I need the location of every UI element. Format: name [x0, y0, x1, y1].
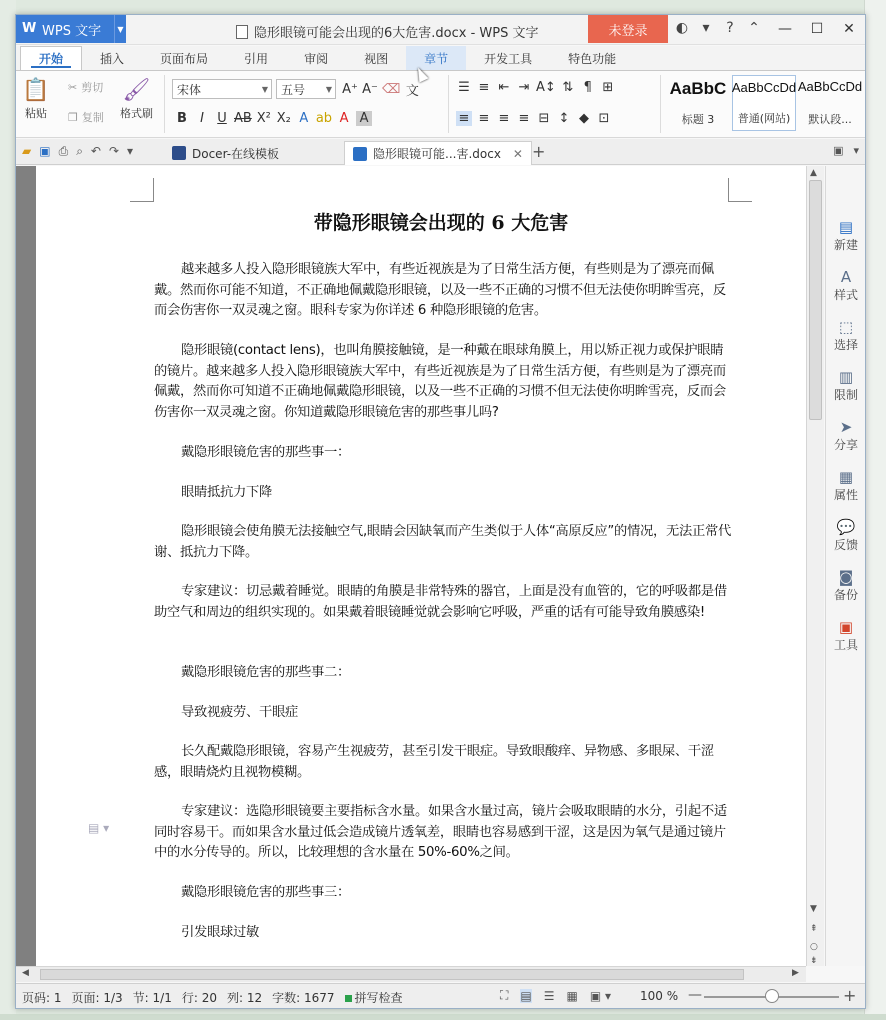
scroll-thumb[interactable]: [809, 180, 822, 420]
title-bar: [16, 15, 865, 45]
status-bar: [16, 983, 865, 1008]
select-browse-object-icon[interactable]: ○: [810, 942, 818, 952]
status-col[interactable]: 列: 12: [226, 991, 263, 1005]
app-menu-button[interactable]: [16, 15, 126, 43]
align-tools: [456, 111, 612, 126]
document-tab-bar: [16, 139, 865, 165]
status-section[interactable]: 节: 1/1: [132, 991, 172, 1005]
desktop-background-right: [864, 0, 886, 1020]
full-screen-view-icon[interactable]: ⛶: [500, 988, 509, 1002]
paragraph[interactable]: 戴隐形眼镜危害的那些事三：: [181, 885, 350, 900]
copy-button[interactable]: [68, 109, 104, 125]
shirt-icon[interactable]: ▾: [702, 20, 710, 36]
sidepanel-label: 选择: [833, 338, 858, 352]
page-corner-mark: [130, 178, 154, 202]
side-task-panel: [825, 166, 865, 966]
web-view-icon[interactable]: ▦: [566, 988, 578, 1003]
scroll-left-icon[interactable]: ◀: [22, 968, 29, 978]
app-name: WPS 文字: [42, 23, 102, 39]
properties-icon: ▦: [838, 468, 854, 486]
style-label: 默认段...: [808, 113, 852, 126]
copy-icon: ❐: [68, 110, 78, 124]
align-right-icon[interactable]: ≡: [498, 111, 510, 126]
desktop-background-bottom: [0, 1014, 886, 1020]
sidepanel-backup[interactable]: [826, 568, 866, 603]
tab-insert[interactable]: 插入: [100, 51, 125, 66]
tab-menu-icon[interactable]: ▾: [853, 144, 859, 157]
ribbon-divider: [660, 75, 661, 133]
document-icon: [353, 147, 367, 161]
style-heading3[interactable]: [666, 75, 730, 131]
bullet-list-icon[interactable]: ☰: [458, 80, 470, 95]
style-label: 普通(网站): [737, 112, 791, 125]
sidepanel-label: 工具: [833, 638, 858, 652]
superscript-icon[interactable]: X²: [256, 111, 271, 126]
undo-icon[interactable]: ↶: [90, 144, 101, 158]
format-painter-label: 格式刷: [120, 107, 153, 120]
status-page-code[interactable]: 页码: 1: [22, 991, 62, 1005]
collapse-ribbon-icon[interactable]: ⌃: [748, 20, 760, 36]
paragraph[interactable]: 戴隐形眼镜危害的那些事二：: [181, 665, 350, 680]
redo-icon[interactable]: ↷: [108, 144, 120, 158]
new-document-icon: ▤: [838, 218, 854, 236]
numbered-list-icon[interactable]: ≡: [478, 80, 490, 95]
sidepanel-label: 属性: [833, 488, 858, 502]
sidepanel-new[interactable]: [826, 218, 866, 253]
help-icon[interactable]: ?: [726, 20, 734, 36]
spell-check-toggle[interactable]: [345, 989, 403, 1006]
tab-view[interactable]: 视图: [364, 51, 389, 66]
format-painter-button[interactable]: [120, 75, 153, 121]
prev-page-icon[interactable]: ⇞: [810, 924, 818, 934]
paragraph-options-icon[interactable]: ▤ ▾: [88, 821, 110, 835]
increase-indent-icon[interactable]: ⇥: [518, 80, 530, 95]
status-info: [22, 989, 403, 1006]
sidepanel-restrict[interactable]: [826, 368, 866, 403]
wps-logo-icon: W: [22, 21, 37, 36]
chinese-layout-icon[interactable]: A↕: [536, 80, 556, 95]
chevron-down-icon: ▼: [325, 84, 332, 94]
share-icon: ➤: [839, 418, 853, 436]
pinyin-icon[interactable]: 文: [405, 84, 419, 99]
show-marks-icon[interactable]: ¶: [583, 80, 592, 95]
highlight-icon[interactable]: ab: [315, 111, 333, 126]
scroll-right-icon[interactable]: ▶: [792, 968, 799, 978]
distribute-icon[interactable]: ⊟: [538, 111, 550, 126]
grow-font-icon[interactable]: A⁺: [342, 82, 358, 97]
styles-icon: A: [840, 268, 852, 286]
ribbon: [16, 70, 865, 138]
ribbon-divider: [164, 75, 165, 133]
align-center-icon[interactable]: ≡: [478, 111, 490, 126]
paragraph[interactable]: 眼睛抵抗力下降: [181, 485, 272, 500]
status-word-count[interactable]: 字数: 1677: [272, 991, 335, 1005]
titlebar-tools: [672, 20, 764, 36]
quick-access-toolbar: [22, 144, 133, 159]
sidepanel-styles[interactable]: [826, 268, 866, 303]
sidepanel-properties[interactable]: [826, 468, 866, 503]
customize-toolbar-icon[interactable]: ▾: [127, 144, 134, 158]
new-tab-icon[interactable]: +: [532, 142, 546, 161]
wps-window: [15, 14, 866, 1009]
scroll-down-icon[interactable]: ▼: [810, 904, 817, 914]
paragraph[interactable]: 专家建议：选隐形眼镜要主要指标含水量。如果含水量过高，镜片会吸取眼睛的水分，引起不适同时容易干。而如果含水量过低会造成镜片透氧差，眼睛也容易感到干涩，这是因为氧气是通过镜片中的水分传导的。所以，比较理想的含水量在 50%-60%之间。: [154, 804, 727, 860]
window-controls: [769, 15, 865, 43]
cut-label: 剪切: [81, 81, 104, 94]
italic-icon[interactable]: I: [200, 111, 204, 126]
zoom-in-icon[interactable]: +: [843, 986, 857, 1005]
ribbon-divider: [448, 75, 449, 133]
chevron-down-icon: ▼: [261, 84, 268, 94]
page-view-icon[interactable]: ▤: [520, 988, 532, 1003]
paragraph[interactable]: 专家建议：切忌戴着睡觉。眼睛的角膜是非常特殊的器官，上面是没有血管的，它的呼吸都是借助空气和周边的组织实现的。如果戴着眼镜睡觉就会影响它呼吸，严重的话有可能导致角膜感染!: [154, 584, 727, 620]
sidepanel-select[interactable]: [826, 318, 866, 353]
style-normal-web[interactable]: [732, 75, 796, 131]
subscript-icon[interactable]: X₂: [276, 111, 291, 126]
spell-check-label: 拼写检查: [354, 991, 403, 1005]
print-icon[interactable]: ⎙: [58, 144, 69, 158]
sort-icon[interactable]: ⇅: [562, 80, 574, 95]
font-size-value: 五号: [281, 82, 306, 97]
save-icon[interactable]: ▣: [39, 144, 51, 158]
style-default-paragraph[interactable]: [798, 75, 862, 131]
tab-bar-right-tools: [833, 144, 859, 157]
copy-label: 复制: [81, 111, 104, 124]
font-size-select[interactable]: [276, 79, 336, 99]
lock-document-icon: ▥: [838, 368, 854, 386]
font-name-value: 宋体: [177, 82, 202, 97]
open-icon[interactable]: ▰: [22, 144, 32, 158]
style-label: 标题 3: [681, 113, 715, 126]
brush-icon: 🖌: [122, 77, 151, 103]
sidepanel-label: 反馈: [833, 538, 858, 552]
view-mode-buttons: [500, 988, 611, 1003]
tab-review[interactable]: 审阅: [304, 51, 329, 66]
char-shading-icon[interactable]: A: [356, 111, 372, 126]
style-sample: AaBbCcDd: [731, 80, 797, 95]
decrease-indent-icon[interactable]: ⇤: [498, 80, 510, 95]
scissors-icon: ✂: [68, 80, 78, 94]
sidepanel-label: 分享: [833, 438, 858, 452]
tab-label: Docer-在线模板: [192, 146, 280, 161]
line-spacing-icon[interactable]: ↕: [558, 111, 570, 126]
window-title: [236, 22, 538, 41]
list-tools: [456, 80, 616, 95]
tab-docer-templates[interactable]: [164, 141, 373, 165]
strikethrough-icon[interactable]: AB: [234, 111, 252, 126]
outline-view-icon[interactable]: ☰: [543, 988, 555, 1003]
sidepanel-label: 样式: [833, 288, 858, 302]
tab-label: 隐形眼镜可能...害.docx: [373, 147, 501, 161]
login-button[interactable]: 未登录: [588, 15, 668, 43]
paragraph[interactable]: 隐形眼镜会使角膜无法接触空气,眼睛会因缺氧而产生类似于人体“高原反应”的情况，无法正常代谢、抵抗力下降。: [154, 524, 731, 560]
tab-home[interactable]: 开始: [20, 46, 82, 70]
sidepanel-label: 新建: [833, 238, 858, 252]
document-canvas[interactable]: [16, 166, 806, 966]
window-title-text: 隐形眼镜可能会出现的6大危害.docx - WPS 文字: [254, 26, 539, 41]
clipboard-icon: 📋: [22, 77, 50, 103]
shrink-font-icon[interactable]: A⁻: [362, 82, 378, 97]
spell-check-icon: [345, 995, 352, 1002]
paragraph[interactable]: 引发眼球过敏: [181, 925, 259, 940]
font-color-icon[interactable]: A: [339, 111, 349, 126]
tab-current-document[interactable]: [344, 141, 532, 165]
paste-button[interactable]: [22, 75, 50, 121]
paragraph[interactable]: 越来越多人投入隐形眼镜族大军中，有些近视族是为了日常生活方便，有些则是为了漂亮而佩戴。然而你可能不知道，不正确地佩戴隐形眼镜，以及一些不正确的习惯不但无法使你明眸雪亮，反而会伤害你一双灵魂之窗。眼科专家为你详述 6 种隐形眼镜的危害。: [154, 262, 726, 318]
paragraph[interactable]: 隐形眼镜(contact lens)，也叫角膜接触镜，是一种戴在眼球角膜上，用以矫正视力或保护眼睛的镜片。越来越多人投入隐形眼镜族大军中，有些近视族是为了日常生活方便，有些则是为了漂亮而佩戴，然而你可知道不正确地佩戴隐形眼镜，以及一些不正确的习惯不但无法使你明眸雪亮，反而会伤害你一双灵魂之窗。你知道戴隐形眼镜危害的那些事儿吗?: [154, 343, 726, 420]
tab-special-features[interactable]: 特色功能: [568, 51, 617, 66]
tab-references[interactable]: 引用: [244, 51, 269, 66]
font-name-select[interactable]: [172, 79, 272, 99]
tab-page-layout[interactable]: 页面布局: [160, 51, 209, 66]
minimize-icon[interactable]: —: [778, 21, 792, 37]
sidepanel-label: 备份: [833, 588, 858, 602]
document-icon: [236, 25, 248, 39]
status-page[interactable]: 页面: 1/3: [71, 991, 123, 1005]
maximize-icon[interactable]: ☐: [810, 21, 824, 37]
toolbox-icon: ▣: [838, 618, 854, 636]
paragraph[interactable]: 导致视疲劳、干眼症: [181, 705, 298, 720]
select-icon: ⬚: [838, 318, 854, 336]
document-title[interactable]: 带隐形眼镜会出现的 6 大危害: [313, 212, 569, 234]
shading-icon[interactable]: ◆: [579, 111, 589, 126]
ribbon-tabs: [16, 46, 865, 70]
sidepanel-share[interactable]: [826, 418, 866, 453]
next-page-icon[interactable]: ⇟: [810, 956, 818, 966]
zoom-out-icon[interactable]: —: [688, 987, 702, 1003]
align-left-icon[interactable]: ≡: [456, 111, 472, 126]
font-size-tools: [342, 80, 420, 99]
page-corner-mark: [728, 178, 752, 202]
skin-icon[interactable]: ◐: [675, 20, 689, 36]
paragraph[interactable]: 长久配戴隐形眼镜，容易产生视疲劳，甚至引发干眼症。导致眼酸痒、异物感、多眼屎、干涩感，眼睛烧灼且视物模糊。: [154, 744, 714, 780]
print-preview-icon[interactable]: ⌕: [76, 144, 83, 158]
cut-button[interactable]: [68, 79, 103, 95]
text-format-tools: [174, 111, 372, 126]
paragraph[interactable]: 戴隐形眼镜危害的那些事一：: [181, 445, 350, 460]
docer-icon: [172, 146, 186, 160]
table-icon[interactable]: ⊞: [602, 80, 614, 95]
clear-format-icon[interactable]: ⌫: [382, 82, 401, 97]
desktop-background-left: [0, 0, 16, 1020]
document-page[interactable]: [36, 166, 806, 966]
zoom-slider-handle[interactable]: [765, 989, 779, 1003]
sidepanel-feedback[interactable]: [826, 518, 866, 553]
underline-icon[interactable]: U: [217, 111, 227, 126]
reading-mode-icon[interactable]: ▣ ▾: [589, 988, 612, 1003]
sidepanel-label: 限制: [833, 388, 858, 402]
close-icon[interactable]: ✕: [843, 21, 855, 37]
tab-list-icon[interactable]: ▣: [833, 144, 844, 157]
status-row[interactable]: 行: 20: [181, 991, 217, 1005]
style-sample: AaBbCcDd: [797, 79, 863, 94]
text-effect-icon[interactable]: A: [299, 111, 309, 126]
app-menu-caret-icon[interactable]: ▼: [114, 15, 126, 43]
tab-chapter[interactable]: 章节: [406, 46, 466, 70]
backup-icon: ◙: [838, 568, 854, 586]
paste-label: 粘贴: [25, 107, 47, 120]
border-icon[interactable]: ⊡: [598, 111, 610, 126]
scroll-up-icon[interactable]: ▲: [810, 168, 817, 178]
horizontal-scroll-thumb[interactable]: [40, 969, 744, 980]
style-sample: AaBbC: [669, 79, 727, 98]
zoom-level[interactable]: 100 %: [640, 989, 679, 1003]
vertical-scrollbar[interactable]: [806, 166, 824, 966]
bold-icon[interactable]: B: [177, 111, 187, 126]
tab-developer[interactable]: 开发工具: [484, 51, 533, 66]
close-tab-icon[interactable]: ✕: [512, 146, 523, 161]
sidepanel-tools[interactable]: [826, 618, 866, 653]
feedback-icon: 💬: [836, 518, 856, 536]
horizontal-scrollbar[interactable]: [16, 966, 806, 982]
justify-icon[interactable]: ≡: [518, 111, 530, 126]
